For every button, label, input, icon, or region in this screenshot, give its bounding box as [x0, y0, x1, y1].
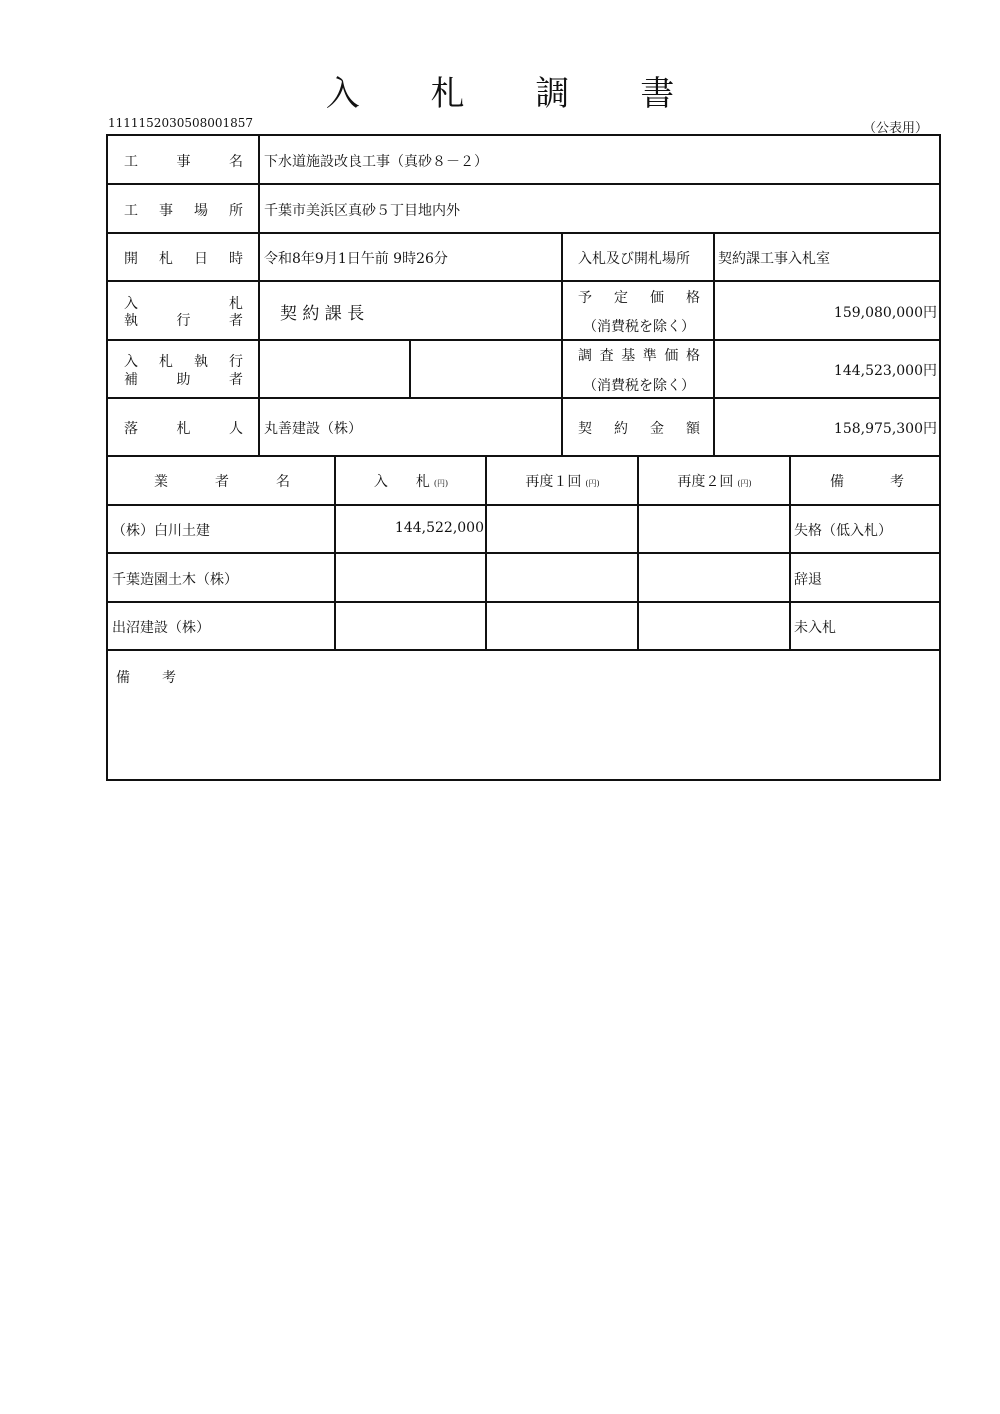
opening-place-label: 入札及び開札場所 — [578, 251, 690, 267]
executor-label-line1: 入 札 — [124, 296, 243, 312]
bid-row-1-bid: 144,522,000 — [394, 520, 484, 536]
bid-row-3-company: 出沼建設（株） — [112, 620, 210, 636]
work-name-value: 下水道施設改良工事（真砂８－２） — [264, 154, 488, 170]
header-rebid-2: 再度２回 (円) — [677, 474, 752, 490]
contract-amount-label: 契 約 金 額 — [578, 421, 700, 437]
bid-row-2-remarks: 辞退 — [794, 572, 822, 588]
rule — [108, 232, 939, 234]
remarks-label: 備 考 — [116, 670, 176, 686]
rule — [108, 280, 939, 282]
header-company: 業 者 名 — [154, 474, 290, 490]
rule — [108, 455, 939, 457]
work-name-label: 工 事 名 — [124, 154, 243, 170]
rule — [409, 339, 411, 399]
bid-row-3-remarks: 未入札 — [794, 620, 836, 636]
opening-datetime-value: 令和8年9月1日午前 9時26分 — [264, 251, 448, 267]
rule — [108, 601, 939, 603]
rule — [108, 183, 939, 185]
rule — [108, 397, 939, 399]
work-place-value: 千葉市美浜区真砂５丁目地内外 — [264, 203, 460, 219]
rule — [108, 552, 939, 554]
header-rebid-1: 再度１回 (円) — [525, 474, 600, 490]
executor-value: 契 約 課 長 — [280, 304, 365, 324]
rule — [258, 136, 260, 457]
winner-value: 丸善建設（株） — [264, 421, 362, 437]
bid-row-1-remarks: 失格（低入札） — [794, 523, 892, 539]
survey-price-tax-note: （消費税を除く） — [583, 378, 695, 394]
planned-price-label: 予 定 価 格 — [578, 290, 700, 306]
opening-place-value: 契約課工事入札室 — [718, 251, 830, 267]
winner-label: 落 札 人 — [124, 421, 243, 437]
work-place-label: 工 事 場 所 — [124, 203, 243, 219]
assistant-label-line2: 補 助 者 — [124, 372, 243, 388]
rule — [108, 649, 939, 651]
document-title: 入 札 調 書 — [325, 74, 705, 114]
survey-price-label: 調 査 基 準 価 格 — [578, 348, 700, 364]
planned-price-tax-note: （消費税を除く） — [583, 319, 695, 335]
bid-row-1-company: （株）白川土建 — [112, 523, 210, 539]
bid-row-2-company: 千葉造園土木（株） — [112, 572, 238, 588]
header-remarks: 備 考 — [830, 474, 904, 490]
opening-datetime-label: 開 札 日 時 — [124, 251, 243, 267]
survey-price-value: 144,523,000円 — [833, 363, 937, 379]
rule — [108, 504, 939, 506]
rule — [561, 232, 563, 457]
assistant-label-line1: 入 札 執 行 — [124, 354, 243, 370]
header-bid: 入 札 (円) — [373, 474, 449, 490]
rule — [108, 339, 939, 341]
public-use-label: （公表用） — [862, 121, 928, 136]
bid-record-table — [106, 134, 941, 781]
executor-label-line2: 執 行 者 — [124, 313, 243, 329]
contract-amount-value: 158,975,300円 — [833, 421, 937, 437]
planned-price-value: 159,080,000円 — [833, 305, 937, 321]
rule — [713, 232, 715, 457]
document-id: 1111152030508001857 — [108, 116, 254, 130]
